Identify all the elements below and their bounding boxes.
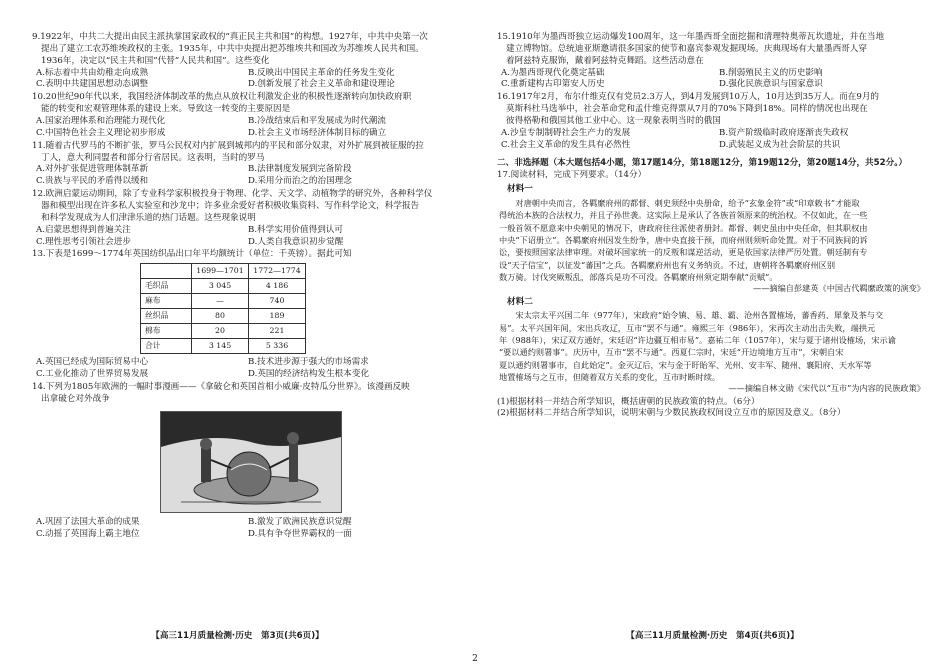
question-line: 和科学发现成为人们津津乐道的热门话题。这些现象说明 [41, 212, 256, 223]
option-b[interactable]: B.激发了欧洲民族意识觉醒 [248, 516, 352, 527]
table-cell: 80 [192, 309, 249, 324]
option-a[interactable]: A.启蒙思想得到普遍关注 [36, 224, 131, 235]
options [497, 68, 929, 92]
requirement-1: (1)根据材料一并结合所学知识，概括唐朝的民族政策的特点。（6分） [497, 396, 760, 407]
option-a[interactable]: A.沙皇专制制碍社会生产力的发展 [501, 127, 631, 138]
option-c[interactable]: C.理性思考引领社会进步 [36, 236, 131, 247]
question-line: 14.下列为1805年欧洲的一幅时事漫画——《拿破仑和英国首相小威廉·皮特瓜分世界》。该漫画反映 [32, 382, 410, 393]
options [32, 68, 452, 92]
export-table [140, 263, 306, 354]
options [32, 164, 452, 188]
right-column [497, 32, 929, 421]
option-b[interactable]: B.冷战结束后和平发展成为时代潮流 [248, 116, 386, 127]
material-one-source: ——摘编自彭建英《中国古代羁縻政策的演变》 [753, 283, 925, 294]
option-c[interactable]: C.贵族与平民的矛盾得以缓和 [36, 176, 149, 187]
question-line: 16.1917年2月，布尔什维克仅有党员2.3万人，到4月发展到10万人，10月达到35万人。而在9月的 [497, 92, 880, 103]
question-line: 莫斯科杜马选举中，社会革命党和孟什维克得票从7月的70%下降到18%。同样的情况也出现在 [506, 104, 868, 115]
option-b[interactable]: B.削弱殖民主义的历史影响 [719, 67, 823, 78]
table-row [141, 309, 306, 324]
question-14 [32, 382, 452, 540]
option-d[interactable]: D.创新发展了社会主义革命和建设理论 [248, 79, 395, 90]
table-cell: 189 [249, 309, 306, 324]
question-line: 10.20世纪90年代以来，我国经济体制改革的焦点从放权让利激发企业的积极性逐渐转向加快政府职 [32, 92, 412, 103]
question-11 [32, 141, 452, 188]
option-b[interactable]: B.反映出中国民主革命的任务发生变化 [248, 67, 395, 78]
table-cell: 740 [249, 294, 306, 309]
options [32, 517, 452, 541]
material-line: 讼，要按照国家法律审理。对破坏国家统一的反叛和谋逆活动，更是依国家法律严厉处置。朝廷制有专 [499, 247, 868, 258]
table-row [141, 339, 306, 354]
table-cell: 1772—1774 [249, 264, 306, 279]
left-footer: 【高三11月质量检测·历史 第3页(共6页)】 [151, 631, 324, 642]
question-line: 着阿兹特克服饰，戴着阿兹特克舞蹈。这些活动意在 [506, 55, 704, 66]
material-line: 年（988年），宋辽双方通好，宋廷诏“许边疆互相市易”。嘉祐二年（1057年），宋与夏于诸州设榷场，宋示谕 [499, 335, 896, 346]
option-d[interactable]: D.采用分而治之的治国理念 [248, 176, 352, 187]
option-a[interactable]: A.英国已经成为国际贸易中心 [36, 357, 149, 368]
question-16 [497, 92, 929, 151]
material-line: 夏以通约则署事市，自此始定”。金灭辽后，宋与金于盱眙军、光州、安丰军、随州、襄阳府、天水军等 [499, 359, 872, 370]
material-line: 对唐朝中央而言，各羁縻府州的都督、刺史须经中央册命，给予“玄象金符”或“印章敕书”才能取 [515, 198, 860, 209]
options [497, 128, 929, 152]
option-b[interactable]: B.科学实用价值得到认可 [248, 224, 343, 235]
question-line: 丁人，意大利同盟者和部分行省居民。这表明，当时的罗马 [41, 152, 265, 163]
material-one-title: 材料一 [507, 184, 533, 195]
question-line: 9.1922年，中共二大提出由民主派执掌国家政权的“真正民主共和国”的构想。1927年，中共中央第一次 [32, 32, 428, 42]
material-two-source: ——摘编自林文勋《宋代以“互市”为内容的民族政策》 [728, 383, 925, 394]
question-line: 建立博物馆。总统迪亚斯邀请很多国家的使节和嘉宾参观发掘现场。庆典现场有大量墨西哥人穿 [506, 43, 867, 54]
right-page [475, 0, 950, 671]
question-line: 能的转变和宏观管理体系的建设上来。导致这一转变的主要原因是 [41, 104, 291, 115]
material-line: 地置榷场与之互市，但随着双方关系的变化，互市时断时续。 [499, 371, 721, 382]
table-row [141, 279, 306, 294]
question-line: 13.下表是1699～1774年英国纺织品出口年平均额统计（单位：千英镑）。据此可知 [32, 249, 352, 260]
question-line: 12.欧洲启蒙运动期间，除了专业科学家积极投身于物理、化学、天文学、动植物学的研究外，各种科学仪 [32, 189, 433, 200]
option-a[interactable]: A.国家治理体系和治理能力现代化 [36, 116, 166, 127]
table-cell: 丝织品 [141, 309, 192, 324]
question-12 [32, 189, 452, 248]
table-cell [141, 264, 192, 279]
option-c[interactable]: C.社会主义革命的发生具有必然性 [501, 139, 631, 150]
right-footer: 【高三11月质量检测·历史 第4页(共6页)】 [626, 631, 799, 642]
table-cell: 221 [249, 324, 306, 339]
table-cell: 毛织品 [141, 279, 192, 294]
table-cell: 3 045 [192, 279, 249, 294]
page-number: 2 [472, 653, 478, 664]
material-line: 设“天子信宝”，以征发“蕃国”之兵。各羁縻府州也有义务纳贡。不过，唐朝将各羁縻府州区别 [499, 259, 836, 270]
table-header-row [141, 264, 306, 279]
material-line: “要以通约则署事”。庆历中，互市“罢不与通”。西夏仁宗时，宋廷“开边境地方互市”，宋朝自宋 [499, 347, 844, 358]
cartoon-illustration-icon [161, 412, 341, 512]
question-17 [497, 170, 929, 420]
table-cell: — [192, 294, 249, 309]
material-line: 易”。太平兴国年间，宋出兵攻辽，互市“罢不与通”。雍熙三年（986年），宋再次主动出击失败，端拱元 [499, 322, 876, 333]
question-line: 器和模型出现在许多私人实验室和沙龙中；许多业余爱好者积极收集资料、写作科学论文，科学报告 [41, 201, 420, 212]
option-c[interactable]: C.动摇了英国海上霸主地位 [36, 528, 140, 539]
material-line: 中央“下诏册立”。各羁縻府州因发生纷争，唐中央直接干预，而府州则须听命处置。对于不同族间的诉 [499, 235, 868, 246]
material-line: 得统治本族的合法权力，并且子孙世袭。这实际上是承认了各族首领原来的统治权。不仅如此，在一些 [499, 210, 868, 221]
option-c[interactable]: C.重新建构古印第安人历史 [501, 79, 605, 90]
table-row [141, 324, 306, 339]
table-cell: 合计 [141, 339, 192, 354]
options [32, 116, 452, 140]
left-column [32, 32, 452, 541]
option-c[interactable]: C.中国特色社会主义理论初步形成 [36, 127, 166, 138]
option-d[interactable]: D.强化民族意识与国家意识 [719, 79, 823, 90]
table-cell: 5 336 [249, 339, 306, 354]
option-c[interactable]: C.表明中共建国思想动态调整 [36, 79, 149, 90]
option-a[interactable]: A.标志着中共由幼稚走向成熟 [36, 67, 149, 78]
table-cell: 麻布 [141, 294, 192, 309]
question-line: 彼得格勒和俄国其他工业中心。这一现象表明当时的俄国 [506, 116, 721, 127]
question-line: 提出了建立工农苏维埃政权的主张。1935年，中共中央提出把苏维埃共和国改为苏维埃人民共和国。 [41, 43, 424, 54]
option-c[interactable]: C.工业化推动了世界贸易发展 [36, 369, 149, 380]
table-row [141, 294, 306, 309]
section-two-heading: 二、非选择题（本大题包括4小题，第17题14分，第18题12分，第19题12分，第20题14分，共52分。） [497, 157, 908, 168]
question-13 [32, 249, 452, 381]
question-line: 11.随着古代罗马的不断扩张，罗马公民权对内扩展到城邦内的平民和部分奴隶，对外扩展到被征服的拉 [32, 140, 424, 151]
option-a[interactable]: A.巩固了法国大革命的成果 [36, 516, 140, 527]
table-cell: 3 145 [192, 339, 249, 354]
option-b[interactable]: B.技术进步源于强大的市场需求 [248, 357, 369, 368]
option-d[interactable]: D.社会主义市场经济体制目标的确立 [248, 127, 387, 138]
table-cell: 1699—1701 [192, 264, 249, 279]
question-line: 出拿破仑对外战争 [41, 393, 110, 404]
option-d[interactable]: D.人类自我意识初步觉醒 [248, 236, 344, 247]
options [32, 357, 452, 381]
material-line: 宋太宗太平兴国二年（977年），宋政府“始令镇、易、雄、霸、沧州各置榷场，蕃香药、犀象及茶与交 [515, 310, 884, 321]
material-line: 数万骑。讨伐突厥叛乱，部落兵是功不可没。各羁縻府州须定期奉献“贡赋”。 [499, 271, 778, 282]
question-15 [497, 32, 929, 91]
option-a[interactable]: A.对外扩张促进管理体制革新 [36, 164, 149, 175]
question-line: 15.1910年为墨西哥独立运动爆发100周年，这一年墨西哥全面挖掘和清理特奥蒂瓦坎遗址，并在当地 [497, 32, 885, 42]
material-two-title: 材料二 [507, 296, 533, 307]
option-b[interactable]: B.法律制度发展到完备阶段 [248, 164, 352, 175]
option-d[interactable]: D.具有争夺世界霸权的一面 [248, 528, 352, 539]
question-10 [32, 92, 452, 139]
option-a[interactable]: A.为墨西哥现代化奠定基础 [501, 67, 605, 78]
question-9 [32, 32, 452, 91]
table-cell: 棉布 [141, 324, 192, 339]
table-cell: 4 186 [249, 279, 306, 294]
cartoon-image [160, 411, 342, 513]
material-line: 一般首领不愿意来中央朝见的情况下，唐政府往往派使者册封。都督、刺史虽由中央任命，但其职权由 [499, 222, 868, 233]
requirement-2: (2)根据材料二并结合所学知识，说明宋朝与少数民族政权间设立互市的原因及意义。（8分） [497, 408, 846, 419]
option-d[interactable]: D.武装起义成为社会阶层的共识 [719, 139, 841, 150]
option-b[interactable]: B.资产阶级临时政府逐渐丧失政权 [719, 127, 849, 138]
options [32, 225, 452, 249]
question-line: 17.阅读材料，完成下列要求。（14分） [497, 170, 647, 181]
option-d[interactable]: D.英国的经济结构发生根本变化 [248, 369, 370, 380]
table-cell: 20 [192, 324, 249, 339]
question-line: 1936年，决定以“民主共和国”代替“人民共和国”。这些变化 [41, 55, 270, 66]
